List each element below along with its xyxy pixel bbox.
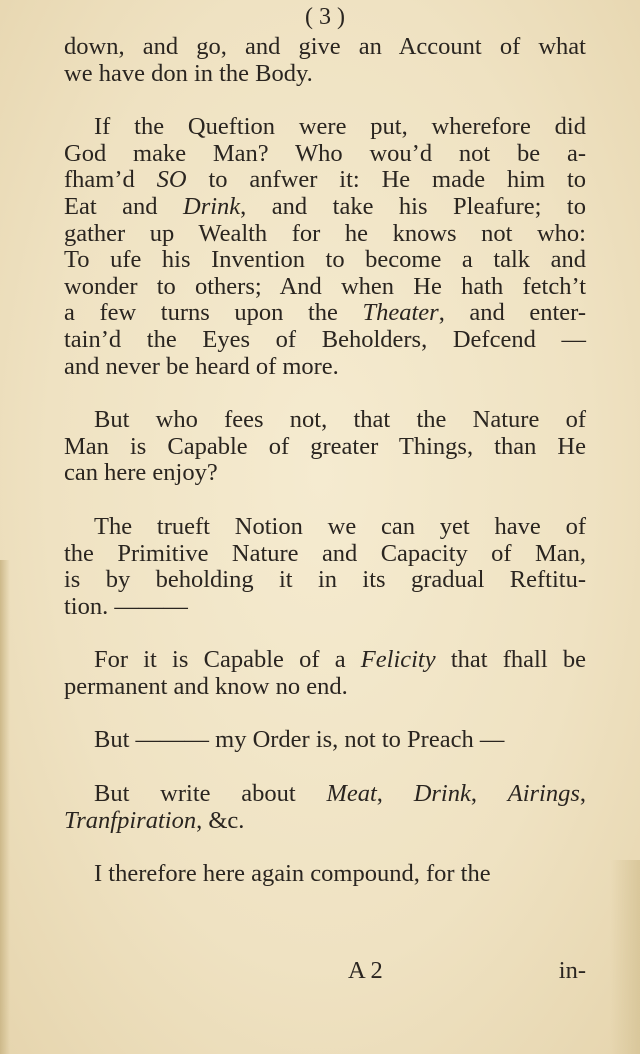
signature-mark: A 2 [348,957,383,984]
text-line: tain’d the Eyes of Beholders, Defcend — [64,325,586,353]
text-line: gather up Wealth for he knows not who: [64,219,586,247]
catchword: in- [558,957,586,984]
text-line: we have don in the Body. [64,59,313,87]
paragraph [64,781,586,834]
text-line: But ——— my Order is, not to Preach — [94,726,505,754]
paragraph [64,861,586,888]
text-line: tion. ——— [64,592,188,620]
text-line: But who fees not, that the Nature of [94,406,586,434]
text-line: To ufe his Invention to become a talk and [64,246,586,274]
page-body [64,34,586,888]
paragraph [64,727,586,754]
text-line: wonder to others; And when He hath fetch’t [64,272,586,300]
text-line: can here enjoy? [64,459,218,487]
text-line: The trueft Notion we can yet have of [94,512,586,540]
text-line: Man is Capable of greater Things, than He [64,432,586,460]
text-line: a few turns upon the Theater, and enter- [64,299,586,327]
page-edge-shadow [0,560,10,1054]
text-line: But write about Meat, Drink, Airings, [94,780,587,808]
paragraph [64,514,586,620]
text-line: Tranfpiration, &c. [64,806,245,834]
text-line: Eat and Drink, and take his Pleafure; to [64,192,586,220]
paragraph [64,647,586,700]
text-line: God make Man? Who wou’d not be a- [64,139,586,167]
paragraph [64,34,586,87]
text-line: permanent and know no end. [64,672,348,700]
text-line: the Primitive Nature and Capacity of Man, [64,539,586,567]
text-line: down, and go, and give an Account of what [64,33,586,60]
text-line: If the Queftion were put, wherefore did [94,113,586,141]
page-stain [610,860,640,1054]
text-line: I therefore here again compound, for the [94,860,491,888]
paragraph [64,407,586,487]
paragraph [64,114,586,380]
text-line: and never be heard of more. [64,352,339,380]
page-number: ( 3 ) [305,4,345,30]
text-line: is by beholding it in its gradual Reftitu- [64,566,586,594]
text-line: For it is Capable of a Felicity that fhall be [94,646,587,674]
text-line: fham’d SO to anfwer it: He made him to [64,166,587,194]
